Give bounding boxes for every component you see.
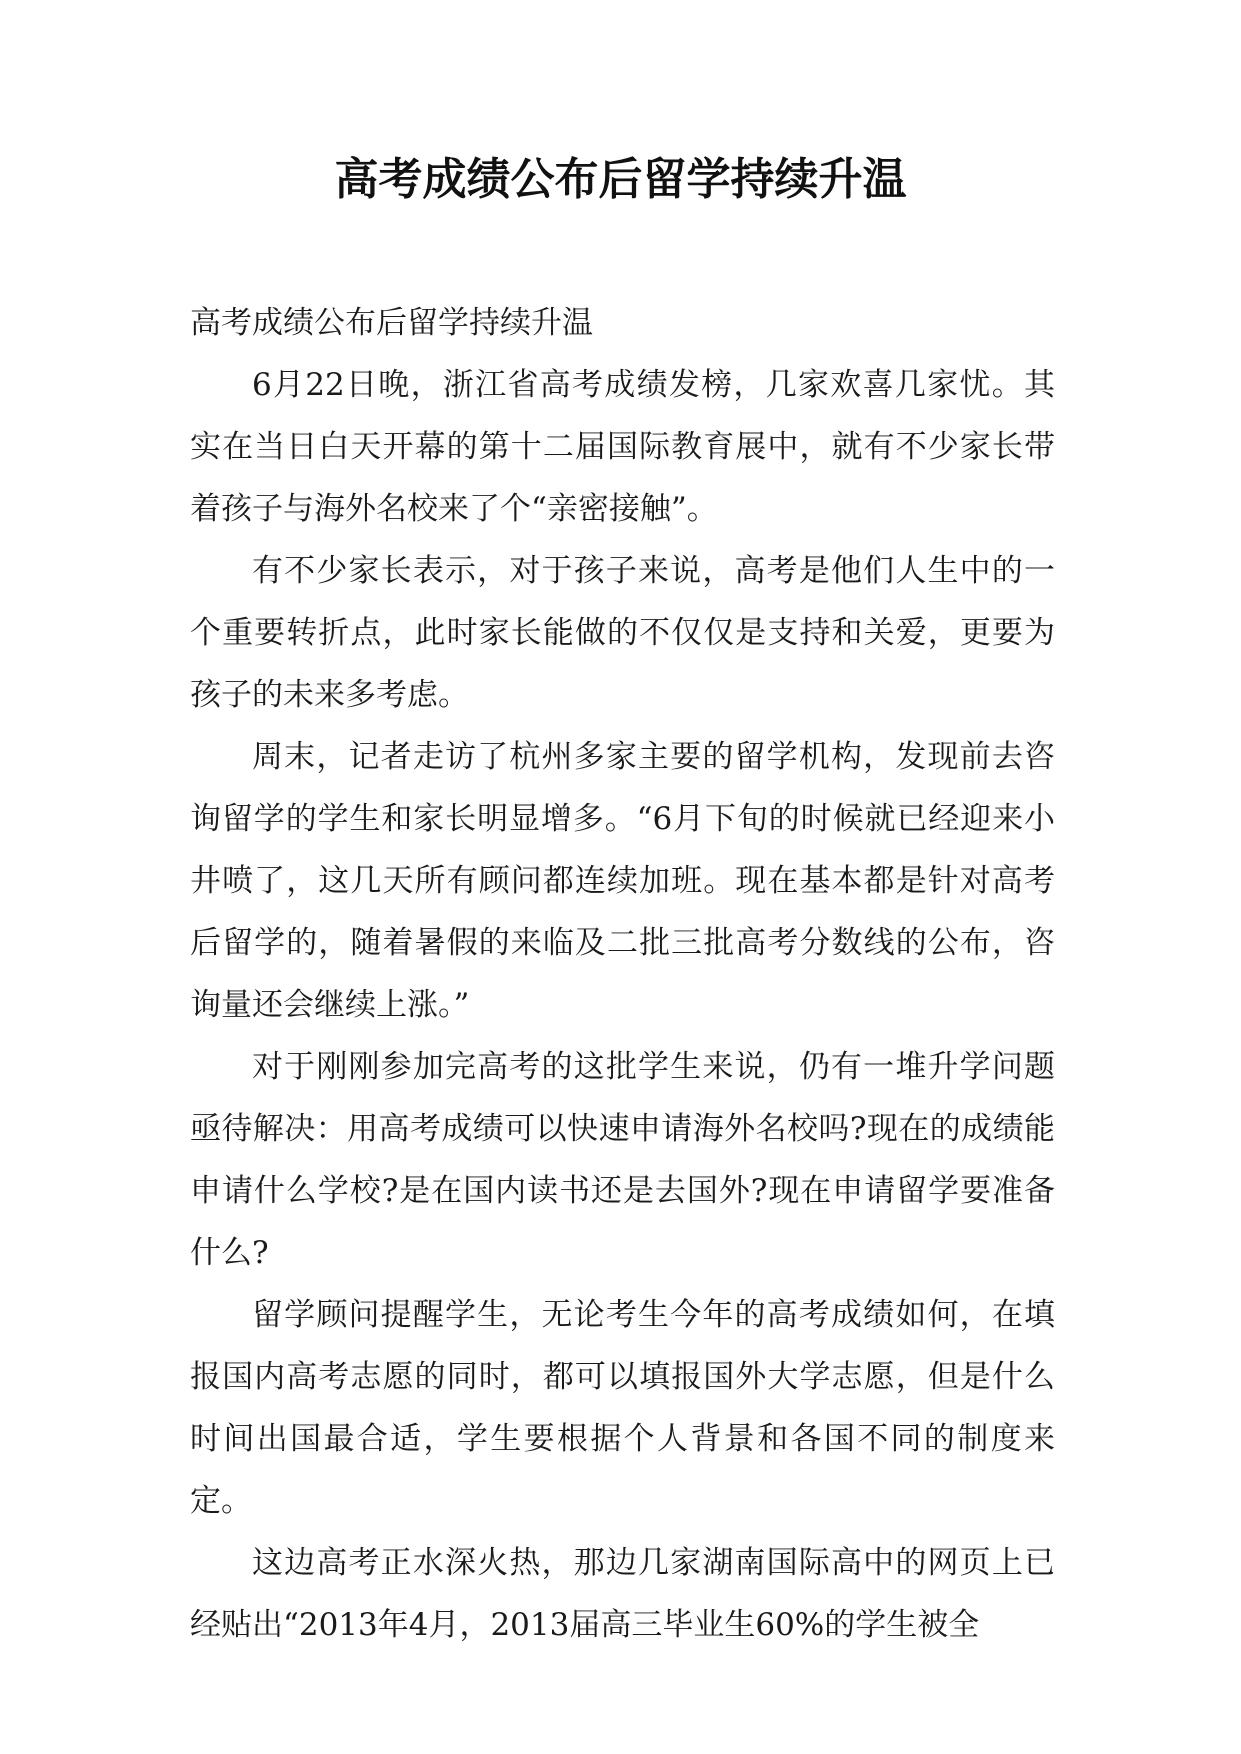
document-body	[190, 292, 1055, 1656]
paragraph: 对于刚刚参加完高考的这批学生来说，仍有一堆升学问题亟待解决：用高考成绩可以快速申请海外名校吗?现在的成绩能申请什么学校?是在国内读书还是去国外?现在申请留学要准备什么?	[190, 1049, 1055, 1271]
paragraph: 这边高考正水深火热，那边几家湖南国际高中的网页上已经贴出“2013年4月，2013届高三毕业生60%的学生被全	[190, 1545, 1055, 1643]
document-title: 高考成绩公布后留学持续升温	[334, 154, 907, 205]
paragraph: 留学顾问提醒学生，无论考生今年的高考成绩如何，在填报国内高考志愿的同时，都可以填报国外大学志愿，但是什么时间出国最合适，学生要根据个人背景和各国不同的制度来定。	[190, 1297, 1055, 1519]
paragraph: 有不少家长表示，对于孩子来说，高考是他们人生中的一个重要转折点，此时家长能做的不仅仅是支持和关爱，更要为孩子的未来多考虑。	[190, 553, 1055, 713]
subtitle-line: 高考成绩公布后留学持续升温	[190, 305, 593, 341]
paragraph: 周末，记者走访了杭州多家主要的留学机构，发现前去咨询留学的学生和家长明显增多。“6月下旬的时候就已经迎来小井喷了，这几天所有顾问都连续加班。现在基本都是针对高考后留学的，随着暑假的来临及二批三批高考分数线的公布，咨询量还会继续上涨。”	[190, 739, 1055, 1023]
paragraph: 6月22日晚，浙江省高考成绩发榜，几家欢喜几家忧。其实在当日白天开幕的第十二届国际教育展中，就有不少家长带着孩子与海外名校来了个“亲密接触”。	[190, 367, 1055, 527]
